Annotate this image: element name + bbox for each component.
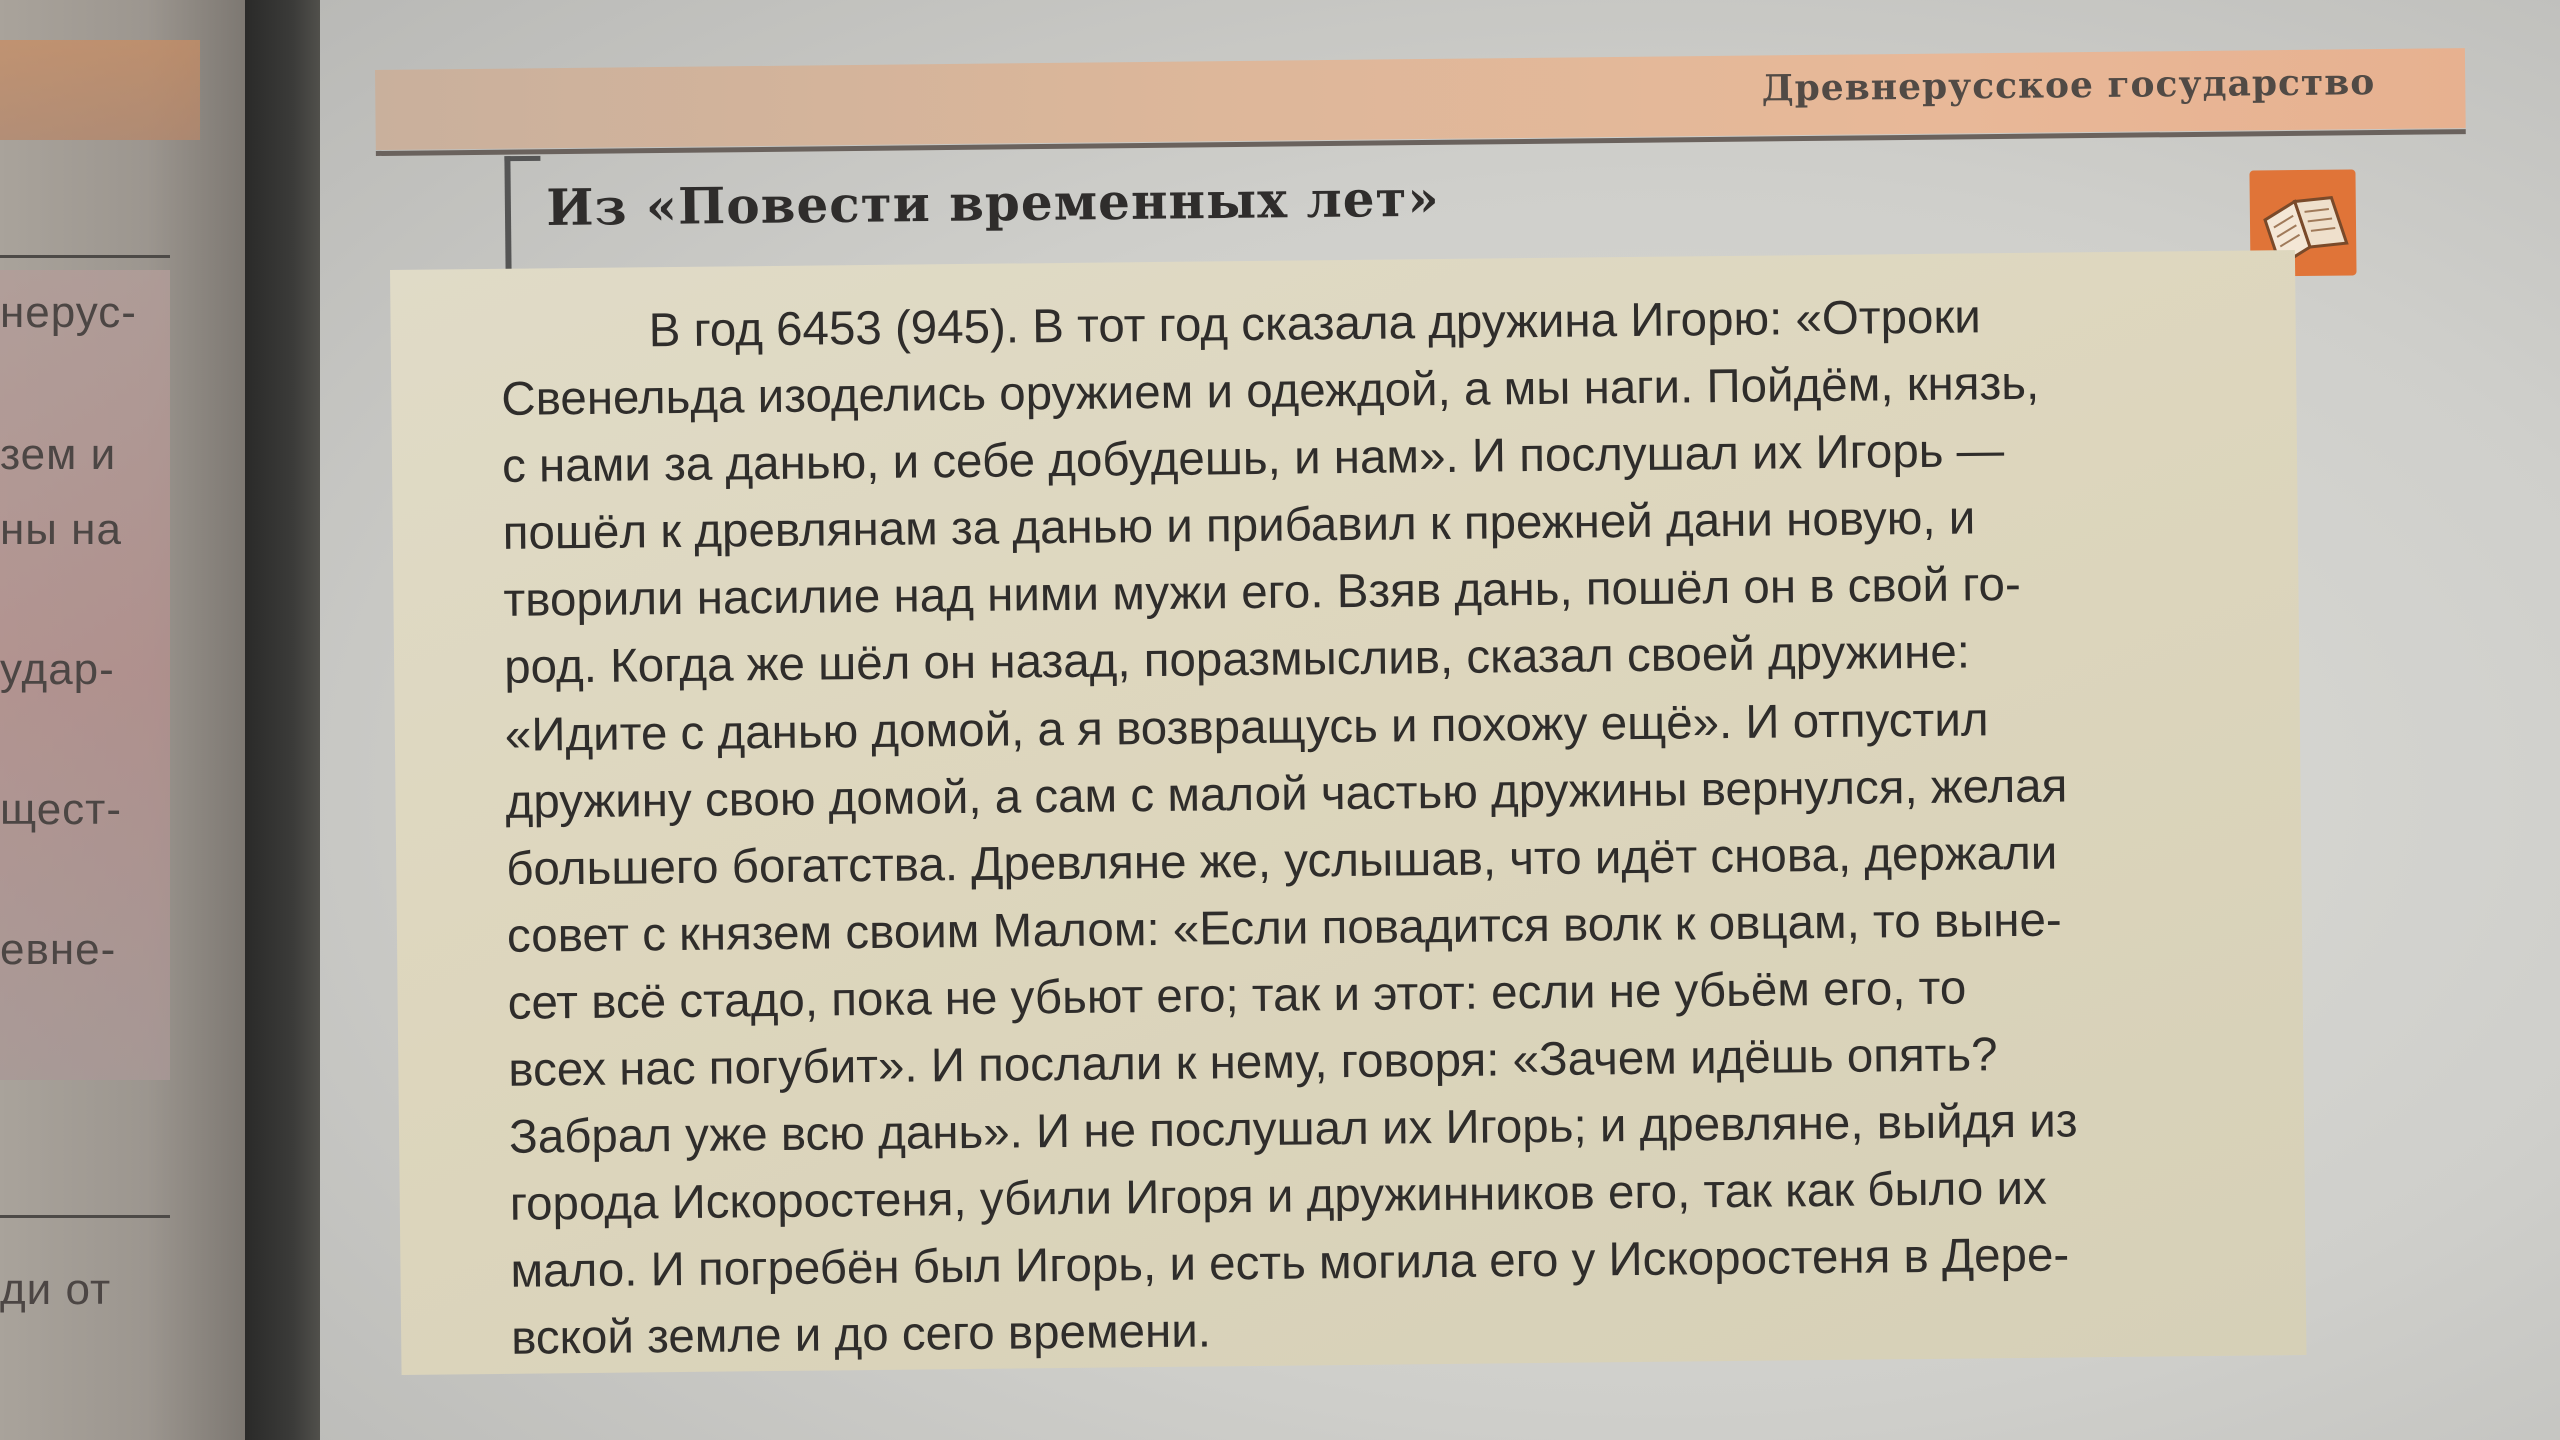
section-title: Из «Повести временных лет» (546, 168, 1441, 237)
excerpt-line: сет всё стадо, пока не убьют его; так и этот: если не убьём его, то (507, 961, 1967, 1030)
previous-page-fragment: нерус- (0, 288, 137, 337)
excerpt-line: большего богатства. Древляне же, услышав, что идёт снова, держали (506, 826, 2058, 896)
excerpt-line: всех нас погубит». И послали к нему, говоря: «Зачем идёшь опять? (508, 1028, 1998, 1097)
excerpt-line: творили насилие над ними мужи его. Взяв дань, пошёл он в свой го- (503, 558, 2022, 628)
source-excerpt-text (500, 279, 2431, 1373)
previous-page-fragment: ди от (0, 1265, 112, 1314)
excerpt-line: род. Когда же шёл он назад, поразмыслив, сказал своей дружине: (503, 625, 1971, 695)
excerpt-line: с нами за данью, и себе добудешь, и нам». И послушал их Игорь — (501, 424, 2005, 494)
book-gutter (245, 0, 325, 1440)
previous-page-rule (0, 1215, 170, 1218)
previous-page-header-band (0, 40, 200, 140)
excerpt-line: мало. И погребён был Игорь, и есть могила его у Искоростеня в Дере- (510, 1228, 2070, 1299)
previous-page-fragment: щест- (0, 785, 122, 834)
excerpt-line: пошёл к древлянам за данью и прибавил к прежней дани новую, и (502, 491, 1976, 561)
excerpt-line: города Искоростеня, убили Игоря и дружинников его, так как было их (509, 1161, 2048, 1232)
textbook-page (320, 0, 2560, 1440)
previous-page-fragment: зем и (0, 430, 117, 479)
previous-page-fragment: ны на (0, 505, 122, 554)
previous-page-fragment: евне- (0, 925, 117, 974)
excerpt-line: совет с князем своим Малом: «Если повадится волк к овцам, то выне- (506, 893, 2062, 963)
title-bracket (504, 156, 541, 274)
running-head: Древнерусское государство (1761, 61, 2376, 110)
previous-page-fragment: удар- (0, 645, 115, 694)
excerpt-line: «Идите с данью домой, а я возвращусь и похожу ещё». И отпустил (504, 692, 1989, 762)
excerpt-line: дружину свою домой, а сам с малой частью дружины вернулся, желая (505, 759, 2068, 829)
excerpt-line: Забрал уже всю дань». И не послушал их Игорь; и древляне, выйдя из (508, 1094, 2078, 1164)
excerpt-line: вской земле и до сего времени. (510, 1304, 1212, 1366)
excerpt-line: Свенельда изоделись оружием и одеждой, а мы наги. Пойдём, князь, (501, 356, 2040, 426)
excerpt-line: В год 6453 (945). В тот год сказала дружина Игорю: «Отроки (648, 290, 1982, 358)
source-excerpt-box (390, 250, 2306, 1375)
running-head-band (375, 48, 2466, 150)
previous-page-rule (0, 255, 170, 258)
running-head-rule (376, 129, 2466, 156)
previous-page-edge (0, 0, 245, 1440)
